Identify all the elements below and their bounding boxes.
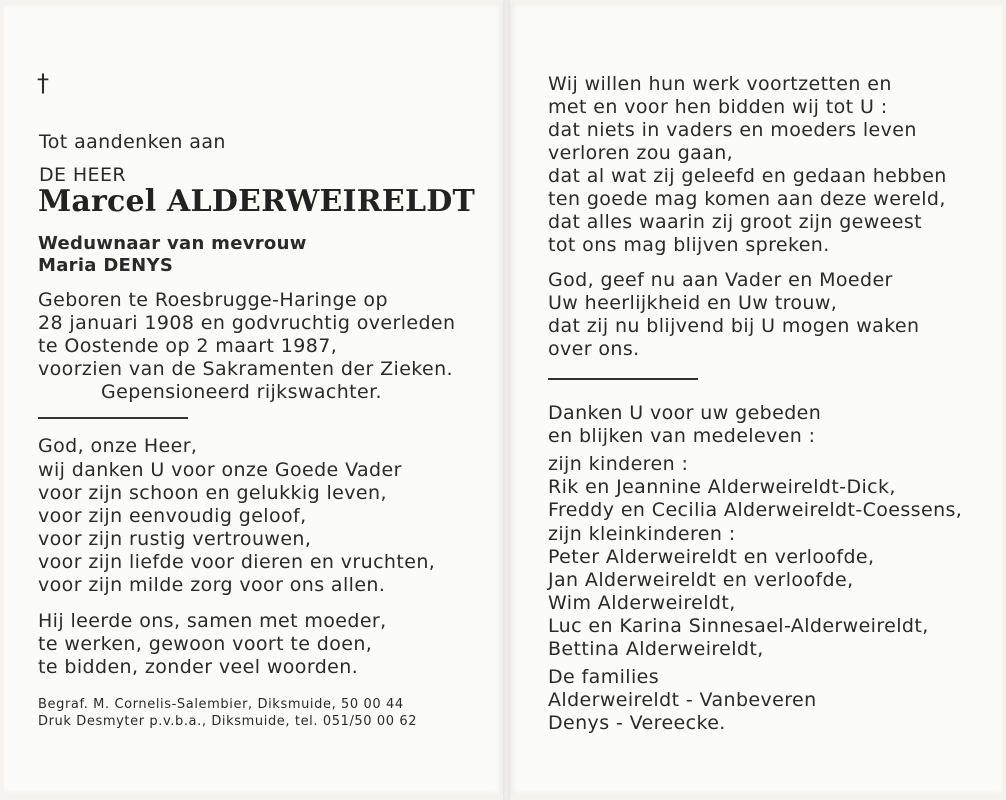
family-line: Peter Alderweireldt en verloofde, bbox=[548, 546, 875, 568]
prayer-line: verloren zou gaan, bbox=[548, 142, 734, 164]
prayer-line: Uw heerlijkheid en Uw trouw, bbox=[548, 292, 838, 314]
family-line: Bettina Alderweireldt, bbox=[548, 638, 764, 660]
bio-line: voorzien van de Sakramenten der Zieken. bbox=[38, 358, 453, 380]
family-line: Denys - Vereecke. bbox=[548, 712, 726, 734]
bio-line: Geboren te Roesbrugge-Haringe op bbox=[38, 289, 388, 311]
prayer-line: voor zijn liefde voor dieren en vruchten, bbox=[38, 551, 436, 573]
prayer-line: Wij willen hun werk voortzetten en bbox=[548, 73, 892, 95]
prayer-line: voor zijn schoon en gelukkig leven, bbox=[38, 482, 387, 504]
bio-line: te Oostende op 2 maart 1987, bbox=[38, 335, 338, 357]
widower-line-2: Maria DENYS bbox=[38, 255, 174, 276]
prayer-line: dat alles waarin zij groot zijn geweest bbox=[548, 211, 923, 233]
prayer-line: te werken, gewoon voort te doen, bbox=[38, 633, 373, 655]
prayer-line: God, geef nu aan Vader en Moeder bbox=[548, 269, 893, 291]
divider-rule bbox=[548, 378, 698, 380]
family-line: Luc en Karina Sinnesael-Alderweireldt, bbox=[548, 615, 929, 637]
family-line: Freddy en Cecilia Alderweireldt-Coessens, bbox=[548, 499, 963, 521]
card-fold bbox=[503, 0, 510, 800]
divider-rule bbox=[38, 417, 188, 419]
prayer-line: met en voor hen bidden wij tot U : bbox=[548, 96, 888, 118]
deceased-name: Marcel ALDERWEIRELDT bbox=[38, 184, 475, 219]
intro-text: Tot aandenken aan bbox=[39, 131, 226, 153]
widower-line-1: Weduwnaar van mevrouw bbox=[38, 233, 307, 254]
prayer-line: over ons. bbox=[548, 338, 640, 360]
footer-printer: Druk Desmyter p.v.b.a., Diksmuide, tel. 051/50 00 62 bbox=[38, 714, 418, 729]
family-line: Rik en Jeannine Alderweireldt-Dick, bbox=[548, 476, 896, 498]
bio-line: 28 januari 1908 en godvruchtig overleden bbox=[38, 312, 456, 334]
prayer-line: ten goede mag komen aan deze wereld, bbox=[548, 188, 946, 210]
title-text: DE HEER bbox=[39, 164, 126, 186]
family-line: Alderweireldt - Vanbeveren bbox=[548, 689, 817, 711]
family-line: Jan Alderweireldt en verloofde, bbox=[548, 569, 854, 591]
prayer-line: dat al wat zij geleefd en gedaan hebben bbox=[548, 165, 947, 187]
prayer-line: Hij leerde ons, samen met moeder, bbox=[38, 610, 387, 632]
prayer-line: te bidden, zonder veel woorden. bbox=[38, 656, 359, 678]
prayer-line: voor zijn eenvoudig geloof, bbox=[38, 505, 307, 527]
prayer-line: God, onze Heer, bbox=[38, 435, 198, 457]
family-line: Wim Alderweireldt, bbox=[548, 592, 736, 614]
prayer-line: voor zijn rustig vertrouwen, bbox=[38, 528, 312, 550]
footer-funeral-director: Begraf. M. Cornelis-Salembier, Diksmuide, 50 00 44 bbox=[38, 697, 404, 712]
thanks-line: en blijken van medeleven : bbox=[548, 425, 816, 447]
thanks-line: Danken U voor uw gebeden bbox=[548, 402, 822, 424]
prayer-line: voor zijn milde zorg voor ons allen. bbox=[38, 574, 386, 596]
prayer-line: wij danken U voor onze Goede Vader bbox=[38, 459, 402, 481]
family-heading: zijn kinderen : bbox=[548, 453, 689, 475]
family-heading: zijn kleinkinderen : bbox=[548, 523, 736, 545]
family-heading: De families bbox=[548, 666, 660, 688]
cross-symbol: † bbox=[37, 69, 50, 97]
prayer-line: tot ons mag blijven spreken. bbox=[548, 234, 830, 256]
occupation-line: Gepensioneerd rijkswachter. bbox=[101, 381, 382, 403]
prayer-line: dat zij nu blijvend bij U mogen waken bbox=[548, 315, 920, 337]
prayer-line: dat niets in vaders en moeders leven bbox=[548, 119, 917, 141]
